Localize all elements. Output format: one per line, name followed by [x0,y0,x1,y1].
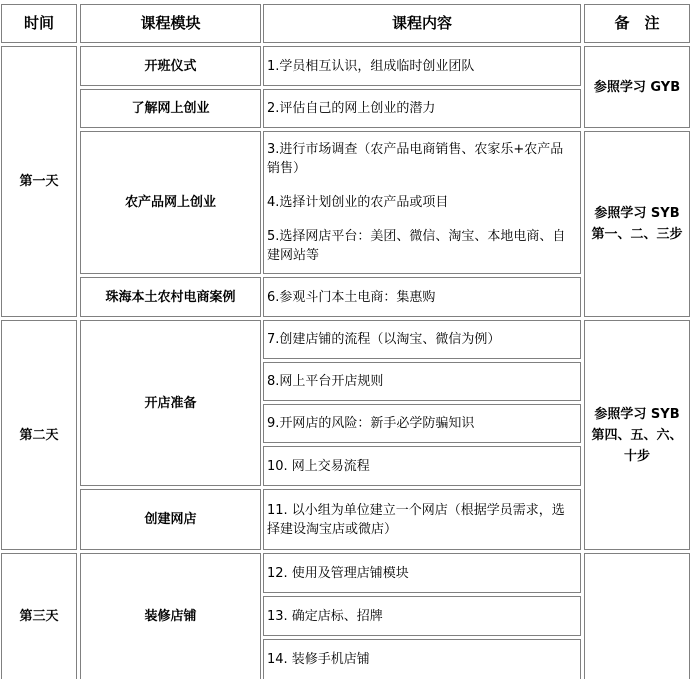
content-item: 9.开网店的风险：新手必学防骗知识 [263,404,581,443]
note-cell: 参照学习 SYB 第一、二、三步 [584,131,690,317]
day-label: 第二天 [1,320,77,550]
content-item: 7.创建店铺的流程（以淘宝、微信为例） [263,320,581,359]
module-name: 了解网上创业 [80,89,261,128]
content-item: 14. 装修手机店铺 [263,639,581,679]
header-note: 备 注 [584,4,690,43]
note-cell [584,553,690,679]
module-name: 开班仪式 [80,46,261,86]
note-cell: 参照学习 GYB [584,46,690,128]
content-item: 1.学员相互认识，组成临时创业团队 [263,46,581,86]
module-name: 开店准备 [80,320,261,486]
day-label: 第三天 [1,553,77,679]
module-name: 农产品网上创业 [80,131,261,274]
content-item: 13. 确定店标、招牌 [263,596,581,636]
content-item: 4.选择计划创业的农产品或项目 [263,185,581,219]
header-content: 课程内容 [263,4,581,43]
module-name: 装修店铺 [80,553,261,679]
content-item: 5.选择网店平台：美团、微信、淘宝、本地电商、自建网站等 [263,219,581,274]
content-item: 10. 网上交易流程 [263,446,581,486]
note-cell: 参照学习 SYB 第四、五、六、十步 [584,320,690,550]
header-time: 时间 [1,4,77,43]
module-name: 创建网店 [80,489,261,550]
day-label: 第一天 [1,46,77,317]
content-item: 12. 使用及管理店铺模块 [263,553,581,593]
content-item: 6.参观斗门本土电商：集惠购 [263,277,581,317]
content-item: 2.评估自己的网上创业的潜力 [263,89,581,128]
content-item: 8.网上平台开店规则 [263,362,581,401]
module-name: 珠海本土农村电商案例 [80,277,261,317]
content-item: 3.进行市场调查（农产品电商销售、农家乐+农产品销售） [263,131,581,185]
content-item: 11. 以小组为单位建立一个网店（根据学员需求，选择建设淘宝店或微店） [263,489,581,550]
header-module: 课程模块 [80,4,261,43]
